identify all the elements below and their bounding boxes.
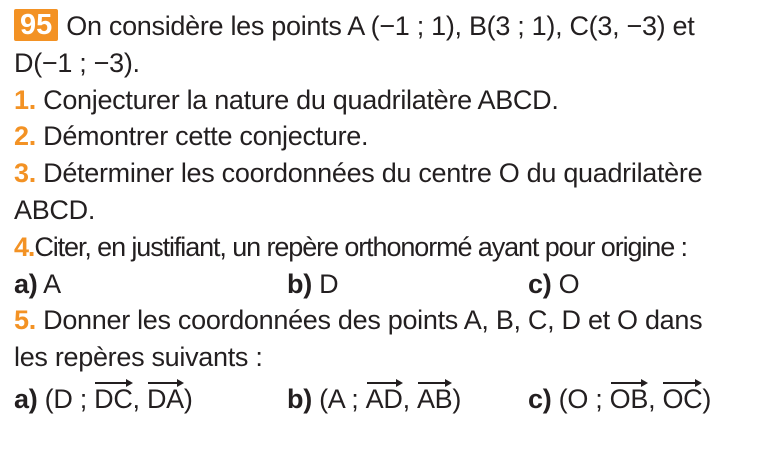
- exercise-number-badge: 95: [14, 9, 58, 41]
- frame-a-label: a): [14, 383, 38, 414]
- question-5-continued: [14, 339, 748, 376]
- frame-c-label: c): [528, 383, 552, 414]
- question-2-text: Démontrer cette conjecture.: [43, 121, 369, 152]
- frame-a-origin: D: [53, 383, 73, 414]
- question-4: [14, 229, 748, 266]
- question-5-text: Donner les coordonnées des points A, B, C, D et O dans: [43, 305, 703, 336]
- question-1-number: 1.: [14, 84, 36, 115]
- frame-b: b) (A ; AD, AB): [287, 376, 528, 422]
- frame-a-vector-2: DA: [147, 376, 184, 422]
- option-c: [528, 266, 579, 303]
- question-3-text: Déterminer les coordonnées du centre O du quadrilatère: [43, 158, 703, 189]
- question-3-text-continued: ABCD.: [14, 194, 96, 225]
- exercise-95: [14, 8, 748, 422]
- question-4-options: [14, 266, 748, 303]
- frame-c-origin: O: [567, 383, 589, 414]
- statement-line-1: [14, 8, 748, 45]
- question-1-text: Conjecturer la nature du quadrilatère ABCD.: [43, 84, 559, 115]
- question-3-continued: [14, 192, 748, 229]
- statement-text: On considère les points A (−1 ; 1), B(3 ; 1), C(3, −3) et: [66, 11, 695, 41]
- option-a-value: A: [43, 268, 61, 299]
- option-c-value: O: [558, 268, 580, 299]
- frame-c: c) (O ; OB, OC): [528, 376, 711, 422]
- option-a: [14, 266, 287, 303]
- option-b: [287, 266, 528, 303]
- question-2: [14, 118, 748, 155]
- statement-text-continued: D(−1 ; −3).: [14, 47, 140, 78]
- question-5-frames: [14, 376, 748, 422]
- question-3: [14, 155, 748, 192]
- question-4-text: Citer, en justifiant, un repère orthonormé ayant pour origine :: [34, 231, 687, 262]
- option-a-label: a): [14, 268, 38, 299]
- frame-c-vector-2: OC: [662, 376, 702, 422]
- frame-b-label: b): [287, 383, 312, 414]
- option-c-label: c): [528, 268, 552, 299]
- frame-c-vector-1: OB: [610, 376, 648, 422]
- question-5-text-continued: les repères suivants :: [14, 342, 263, 373]
- frame-b-origin: A: [327, 383, 345, 414]
- option-b-label: b): [287, 268, 312, 299]
- question-5-number: 5.: [14, 305, 36, 336]
- frame-b-vector-1: AD: [366, 376, 403, 422]
- frame-a-vector-1: DC: [94, 376, 132, 422]
- question-1: [14, 82, 748, 119]
- question-3-number: 3.: [14, 158, 36, 189]
- option-b-value: D: [319, 268, 339, 299]
- frame-a: a) (D ; DC, DA): [14, 376, 287, 422]
- question-2-number: 2.: [14, 121, 36, 152]
- statement-line-2: [14, 45, 748, 82]
- question-4-number: 4.: [14, 231, 35, 262]
- frame-b-vector-2: AB: [417, 376, 452, 422]
- question-5: [14, 302, 748, 339]
